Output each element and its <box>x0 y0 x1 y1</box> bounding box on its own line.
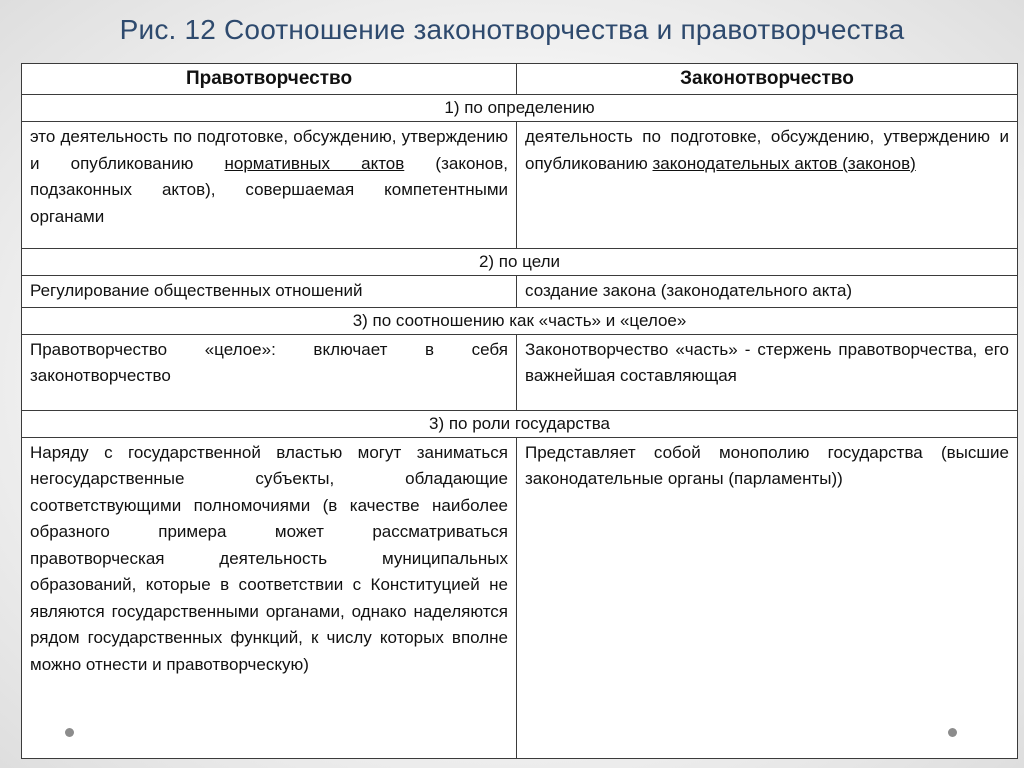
table-row <box>22 334 1018 410</box>
slide-title: Рис. 12 Соотношение законотворчества и правотворчества <box>119 14 905 45</box>
section-heading-goal: 2) по цели <box>22 249 1018 276</box>
section-heading-row <box>22 410 1018 437</box>
table-row <box>22 437 1018 759</box>
section-heading-part-whole: 3) по соотношению как «часть» и «целое» <box>22 307 1018 334</box>
link-normative-acts: нормативных актов <box>224 153 405 173</box>
decorative-dot-left <box>65 728 74 737</box>
cell-definition-left: это деятельность по подготовке, обсуждению, утверждению и опубликованию нормативных актов (законов, подзаконных актов), совершаемая компетентными органами <box>22 122 517 249</box>
header-row <box>22 64 1018 95</box>
cell-definition-right: деятельность по подготовке, обсуждению, утверждению и опубликованию законодательных актов (законов) <box>517 122 1018 249</box>
section-heading-state-role: 3) по роли государства <box>22 410 1018 437</box>
cell-goal-right: создание закона (законодательного акта) <box>517 276 1018 308</box>
decorative-dot-right <box>948 728 957 737</box>
cell-part-whole-right: Законотворчество «часть» - стержень правотворчества, его важнейшая составляющая <box>517 334 1018 410</box>
cell-state-role-right: Представляет собой монополию государства (высшие законодательные органы (парламенты)) <box>517 437 1018 759</box>
link-legislative-acts: законодательных актов (законов) <box>652 153 916 173</box>
comparison-table <box>21 63 1018 759</box>
cell-state-role-left: Наряду с государственной властью могут заниматься негосударственные субъекты, обладающие соответствующими полномочиями (в качестве наиболее образного примера может рассматриваться правотворческая деятельность муниципальных образований, которые в соответствии с Конституцией не являются государственными органами, однако наделяются рядом государственных функций, к числу которых вполне можно отнести и правотворческую) <box>22 437 517 759</box>
table-row <box>22 122 1018 249</box>
section-heading-row <box>22 95 1018 122</box>
header-pravotvorchestvo: Правотворчество <box>22 64 517 95</box>
section-heading-row <box>22 249 1018 276</box>
header-zakonotvorchestvo: Законотворчество <box>517 64 1018 95</box>
section-heading-row <box>22 307 1018 334</box>
table-row <box>22 276 1018 308</box>
cell-goal-left: Регулирование общественных отношений <box>22 276 517 308</box>
cell-part-whole-left: Правотворчество «целое»: включает в себя законотворчество <box>22 334 517 410</box>
section-heading-definition: 1) по определению <box>22 95 1018 122</box>
